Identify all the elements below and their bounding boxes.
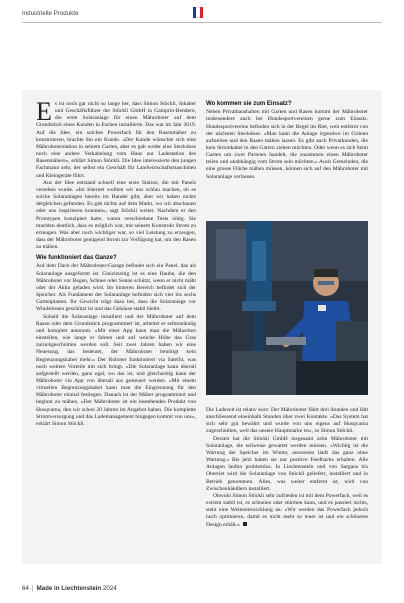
paragraph: Die Ladezeit ist relativ kurz: Der Mähroboter fährt drei Stunden und lädt anschliessend eineinhalb Stunden über zwei Kontakte. «Das System hat sich sehr gut bewährt und wurde von uns eigens auf Husqvarna zugeschnitten, weil das unsere Hauptmarke ist», so Simon Stöckli. (206, 407, 368, 435)
end-mark-icon (243, 522, 247, 526)
subheading: Wie funktioniert das Ganze? (36, 255, 117, 262)
publication-name: Made in Liechtenstein (36, 585, 102, 592)
paragraph: s ist noch gar nicht so lange her, dass Simon Stöckli, Inhaber und Geschäftsführer der Stöckli GmbH in Gamprin-Bendern, die erste Solaranlage für einen Mähroboter auf dem Grundstück eines Kunden in Eschen installierte. Das war im Jahr 2019. Auf die Idee, ein solches Powerfach für den Rasenmäher zu konstruieren, brachte ihn ein Kunde. «Der Kunde wünschte sich eine Mähroboterstation in seinem Garten, aber es gab weder eine Steckdose noch eine andere Verkabelung vom Haus zur Ladestation des Rasenmähers», erklärt Simon Stöckli. Die Idee interessierte den jungen Fachmann sehr, der selbst ein Geschäft für Landwirtschaftsmaschinen und Kleingeräte führt. (36, 101, 196, 179)
article-right-column-bottom (206, 407, 368, 529)
paragraph-text: Obwohl Simon Stöckli sehr zufrieden ist mit dem Powerfach, weil es extrem stabil ist, es schneien oder stürmen kann, und es passiert nichts, steht eine Weiterentwicklung an: «Wir werden das Powerfach jedoch noch optimieren, damit es nicht mehr so teuer ist und ein schöneres Design erhält.» (206, 492, 368, 528)
workshop-photo (206, 221, 368, 395)
paragraph: Sobald die Solaranlage installiert und der Mähroboter auf dem Rasen oder dem Grundstück programmiert ist, arbeitet er selbstständig und komplett autonom. «Mit einer App kann man die Mähzeiten einstellen, wie lange er fahren und auf welche Höhe das Gras zurückgeschnitten werden soll. Seit zwei Jahren haben wir eine Neuerung, das bedeutet, der Mähroboter benötigt kein Begrenzungskabel mehr.» Der Roboter funktioniert via Satellit, was noch weitere Vorteile mit sich bringt. «Die Solaranlage kann überall aufgestellt werden, ganz egal, wo das ist, und gleichzeitig kann der Mähroboter via App von überall aus gesteuert werden. «Mit einem virtuellen Begrenzungskabel kann man die Eingrenzung für den Mähroboter einmal festlegen. Danach ist der Mäher programmiert und beginnt zu mähen. «Der Mähroboter ist ein bestehendes Produkt von Husqvarna, den wir schon 20 Jahren im Angebot haben. Die komplette Stromversorgung und das Lademanagement hingegen kommt von uns», erklärt Simon Stöckli. (36, 313, 196, 427)
paragraph: Derzeit hat die Stöckli GmbH insgesamt zehn Mähroboter mit Solaranlage, die teilweise gewartet werden müssen. «Wichtig ist die Wartung der Speicher im Winter, ansonsten läuft das ganz ohne Wartung.» Bis jetzt haben sie nur positive Feedbacks erhalten. Alle Anlagen laufen problemlos. In Liechtenstein und von Sargans bis Oberriet wird die Solaranlage von Stöckli geliefert, installiert und in Betrieb genommen. Alles, was weiter entfernt ist, wird von Zwischenhändlern installiert. (206, 435, 368, 492)
article-left-column (36, 97, 196, 428)
flag-icon (193, 7, 203, 18)
page-number: 64 (22, 585, 29, 592)
paragraph (206, 493, 368, 529)
paragraph: Aus der Idee entstand schnell eine erste Station, die mit Panels versehen wurde. «Im Internet wollten wir uns schlau machen, ob es solche Solaranlagen bereits im Handel gibt, aber wir haben nichts dergleichen gefunden. Es gab nichts auf dem Markt, wo wir abschauen oder uns inspirieren konnten», sagt Stöckli weiter. Nachdem er den Prototypen konzipiert hatte, waren verschiedene Tests nötig. Sie machten deutlich, dass es möglich war, mit seinem Konstrukt Strom zu erzeugen. Was aber noch wichtiger war, so viel Leistung zu erzeugen, dass der Mähroboter genügend Strom zur Verfügung hat, um den Rasen zu mähen. (36, 179, 196, 251)
drop-cap: E (36, 97, 52, 126)
paragraph: Neben Privathaushalten mit Garten und Rasen kommt der Mähroboter insbesondere auch bei Hundesportvereinen gerne zum Einsatz. Hundesportvereine befinden sich in der Regel im Riet, weit entfernt von der nächsten Steckdose. «Man kann die Anlage irgendwo im Grünen aufstellen und den Rasen mähen lassen. Es gibt auch Privatkunden, die kein Stromkabel in den Garten ziehen möchten. Oder wenn es sich beim Garten um zwei Parteien handelt, die zusammen einen Mähroboter teilen und unabhängig vom Strom sein möchten.» Auch Gemeinden, die eine grosse Fläche mähen müssen, können sich auf den Mähroboter mit Solaranlage verlassen. (206, 109, 368, 180)
paragraph: Auf dem Dach der Mähroboter-Garage befindet sich ein Panel, das als Solaranlage ausgeformt ist. Gleichzeitig ist es eine Haube, die den Mähroboter vor Regen, Schnee oder Sonne schützt, wenn er nicht mäht oder der Akku geladen wird. Im hinteren Bereich befindet sich der Speicher. Als Fundament der Solaranlage befinden sich vier bis sechs Gartenplatten. Ihr Gewicht trägt dazu bei, dass die Solaranlage vor Windstössen geschützt ist und das Gehäuse stabil bleibt. (36, 263, 196, 313)
section-label: Industrielle Produkte (22, 10, 79, 17)
publication-year: 2024 (102, 585, 117, 592)
article-right-column-top (206, 101, 368, 181)
subheading: Wo kommen sie zum Einsatz? (206, 101, 292, 107)
photo-illustration (206, 221, 368, 395)
page-footer: 64 | Made in Liechtenstein 2024 (22, 585, 117, 592)
header-divider (22, 22, 382, 23)
